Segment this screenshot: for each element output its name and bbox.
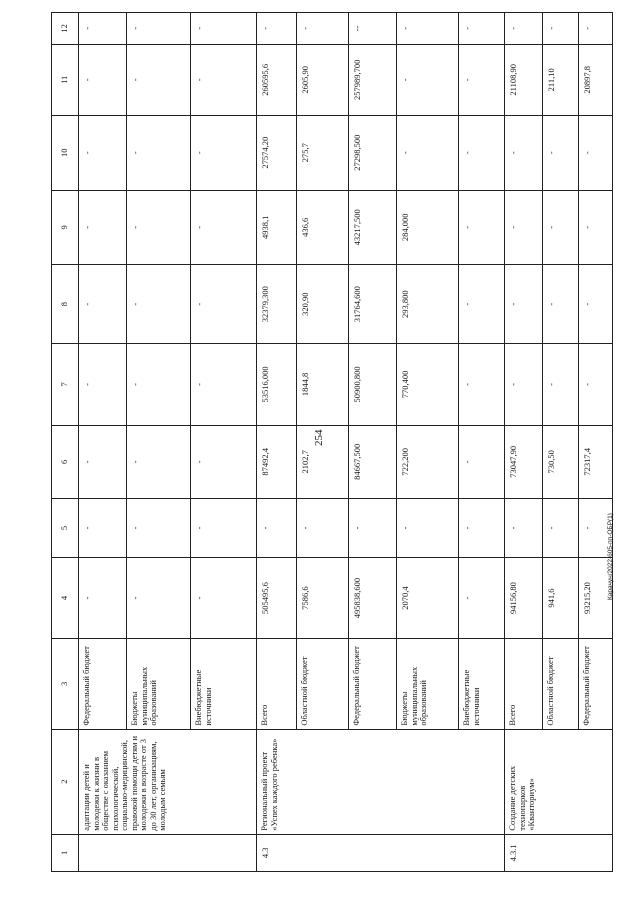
- value-cell: -: [579, 265, 613, 344]
- funding-source: Федеральный бюджет: [579, 639, 613, 729]
- value-cell: -: [579, 13, 613, 45]
- column-header: 4: [52, 557, 79, 638]
- value-cell: -: [505, 265, 543, 344]
- value-cell: --: [349, 13, 397, 45]
- value-cell: -: [543, 265, 579, 344]
- value-cell: -: [349, 499, 397, 558]
- value-cell: -: [505, 190, 543, 265]
- value-cell: -: [459, 13, 505, 45]
- value-cell: 2605,90: [297, 44, 349, 115]
- value-cell: -: [127, 499, 191, 558]
- document-code: Карачун/2022-605-пп-ОБР(1): [607, 513, 614, 600]
- value-cell: -: [127, 13, 191, 45]
- funding-source: Федеральный бюджет: [349, 639, 397, 729]
- value-cell: -: [127, 190, 191, 265]
- rotated-table-container: [51, 12, 599, 872]
- value-cell: 320,90: [297, 265, 349, 344]
- value-cell: -: [297, 499, 349, 558]
- column-header: 8: [52, 265, 79, 344]
- funding-source: Бюджеты муниципальных образований: [127, 639, 191, 729]
- funding-source: Областной бюджет: [297, 639, 349, 729]
- value-cell: -: [459, 344, 505, 425]
- item-number: 4.3.1: [505, 834, 613, 871]
- value-cell: -: [459, 190, 505, 265]
- value-cell: -: [543, 344, 579, 425]
- value-cell: 293,800: [397, 265, 459, 344]
- value-cell: -: [459, 265, 505, 344]
- value-cell: 43217,500: [349, 190, 397, 265]
- funding-source: Внебюджетные источники: [459, 639, 505, 729]
- value-cell: -: [191, 265, 257, 344]
- value-cell: 941,6: [543, 557, 579, 638]
- value-cell: -: [79, 190, 127, 265]
- value-cell: -: [79, 425, 127, 498]
- column-header: 5: [52, 499, 79, 558]
- funding-source: Внебюджетные источники: [191, 639, 257, 729]
- value-cell: -: [191, 190, 257, 265]
- value-cell: -: [79, 13, 127, 45]
- value-cell: -: [459, 499, 505, 558]
- value-cell: 31764,600: [349, 265, 397, 344]
- item-name: Региональный проект «Успех каждого ребенка»: [257, 729, 505, 834]
- value-cell: 27574,20: [257, 115, 297, 190]
- value-cell: -: [397, 115, 459, 190]
- value-cell: -: [191, 13, 257, 45]
- value-cell: 257989,700: [349, 44, 397, 115]
- value-cell: 2102,7: [297, 425, 349, 498]
- value-cell: -: [191, 344, 257, 425]
- value-cell: -: [297, 13, 349, 45]
- value-cell: 93215,20: [579, 557, 613, 638]
- item-number: [79, 834, 257, 871]
- value-cell: -: [79, 499, 127, 558]
- column-header: 3: [52, 639, 79, 729]
- value-cell: -: [505, 13, 543, 45]
- value-cell: -: [505, 344, 543, 425]
- value-cell: 32379,300: [257, 265, 297, 344]
- value-cell: -: [505, 115, 543, 190]
- value-cell: -: [459, 557, 505, 638]
- value-cell: 770,400: [397, 344, 459, 425]
- value-cell: -: [191, 44, 257, 115]
- value-cell: -: [79, 44, 127, 115]
- item-number: 4.3: [257, 834, 505, 871]
- value-cell: -: [191, 557, 257, 638]
- table-row: [79, 13, 127, 872]
- value-cell: 27298,500: [349, 115, 397, 190]
- value-cell: -: [543, 115, 579, 190]
- value-cell: -: [397, 13, 459, 45]
- value-cell: -: [79, 265, 127, 344]
- header-row: [52, 13, 79, 872]
- value-cell: -: [543, 499, 579, 558]
- funding-source: Федеральный бюджет: [79, 639, 127, 729]
- value-cell: 495838,600: [349, 557, 397, 638]
- value-cell: 72317,4: [579, 425, 613, 498]
- value-cell: -: [257, 13, 297, 45]
- value-cell: 4938,1: [257, 190, 297, 265]
- value-cell: -: [191, 499, 257, 558]
- column-header: 10: [52, 115, 79, 190]
- value-cell: -: [127, 115, 191, 190]
- value-cell: 722,200: [397, 425, 459, 498]
- table-row: [505, 13, 543, 872]
- value-cell: 84667,500: [349, 425, 397, 498]
- value-cell: -: [579, 190, 613, 265]
- column-header: 1: [52, 834, 79, 871]
- value-cell: -: [127, 557, 191, 638]
- value-cell: 53516,000: [257, 344, 297, 425]
- value-cell: 505495,6: [257, 557, 297, 638]
- page-number: 254: [313, 429, 325, 446]
- value-cell: 94156,80: [505, 557, 543, 638]
- column-header: 9: [52, 190, 79, 265]
- budget-table: [51, 12, 613, 872]
- funding-source: Областной бюджет: [543, 639, 579, 729]
- value-cell: -: [79, 115, 127, 190]
- funding-source: Бюджеты муниципальных образований: [397, 639, 459, 729]
- value-cell: -: [191, 115, 257, 190]
- value-cell: -: [397, 499, 459, 558]
- value-cell: -: [191, 425, 257, 498]
- table-row: [257, 13, 297, 872]
- value-cell: -: [397, 44, 459, 115]
- value-cell: -: [127, 265, 191, 344]
- value-cell: 2070,4: [397, 557, 459, 638]
- value-cell: -: [459, 44, 505, 115]
- value-cell: -: [127, 425, 191, 498]
- value-cell: -: [459, 425, 505, 498]
- value-cell: 21108,90: [505, 44, 543, 115]
- value-cell: -: [459, 115, 505, 190]
- value-cell: 284,000: [397, 190, 459, 265]
- value-cell: -: [505, 499, 543, 558]
- column-header: 12: [52, 13, 79, 45]
- value-cell: -: [79, 344, 127, 425]
- value-cell: -: [257, 499, 297, 558]
- value-cell: -: [79, 557, 127, 638]
- value-cell: 211,10: [543, 44, 579, 115]
- funding-source: Всего: [505, 639, 543, 729]
- value-cell: 260595,6: [257, 44, 297, 115]
- value-cell: -: [127, 44, 191, 115]
- value-cell: 730,50: [543, 425, 579, 498]
- column-header: 7: [52, 344, 79, 425]
- value-cell: 87492,4: [257, 425, 297, 498]
- value-cell: 73047,90: [505, 425, 543, 498]
- value-cell: 20897,8: [579, 44, 613, 115]
- value-cell: -: [579, 499, 613, 558]
- value-cell: -: [543, 13, 579, 45]
- value-cell: 50900,800: [349, 344, 397, 425]
- value-cell: 436,6: [297, 190, 349, 265]
- column-header: 6: [52, 425, 79, 498]
- column-header: 2: [52, 729, 79, 834]
- value-cell: 1844,8: [297, 344, 349, 425]
- value-cell: 275,7: [297, 115, 349, 190]
- value-cell: -: [579, 344, 613, 425]
- item-name: Создание детских технопарков «Кванториум»: [505, 729, 613, 834]
- funding-source: Всего: [257, 639, 297, 729]
- value-cell: -: [543, 190, 579, 265]
- value-cell: 7586,6: [297, 557, 349, 638]
- value-cell: -: [127, 344, 191, 425]
- value-cell: -: [579, 115, 613, 190]
- item-name: адаптации детей и молодежи к жизни в обществе с оказанием психологической, социально-медицинской, правовой помощи детям и молодежи в возрасте от 3 до 30 лет, организациям, молодым семьям: [79, 729, 257, 834]
- column-header: 11: [52, 44, 79, 115]
